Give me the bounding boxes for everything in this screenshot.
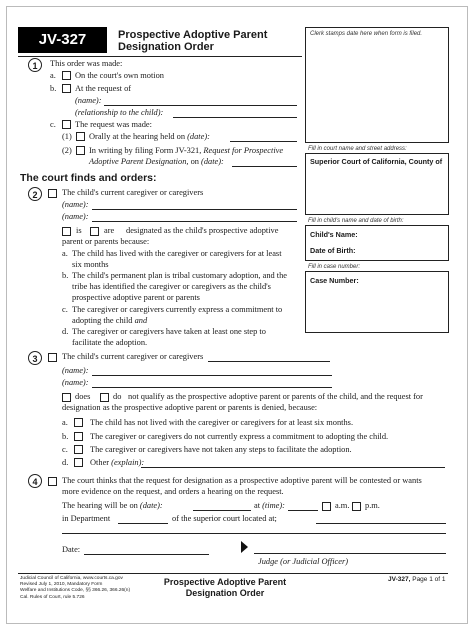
case-hint: Fill in case number: xyxy=(308,264,361,270)
clerk-stamp-box[interactable] xyxy=(305,27,449,143)
s3-c-letter: c. xyxy=(62,445,68,454)
form-title-line2: Designation Order xyxy=(118,41,214,53)
s3-c-checkbox[interactable] xyxy=(74,445,83,454)
signature-arrow-icon xyxy=(241,541,248,553)
s1-a-checkbox[interactable] xyxy=(62,71,71,80)
s2-c-line2 xyxy=(72,316,147,326)
s4-at-row xyxy=(254,501,285,511)
s2-b-letter: b. xyxy=(62,271,69,280)
s2-a-line2: six months xyxy=(72,260,109,269)
child-name-label: Child's Name: xyxy=(310,230,358,239)
findings-heading: The court finds and orders: xyxy=(20,172,157,184)
s3-checkbox[interactable] xyxy=(48,353,57,362)
s2-d-line2: facilitate the adoption. xyxy=(72,338,148,347)
s1-b-checkbox[interactable] xyxy=(62,84,71,93)
s1-c1-text-plain: Orally at the hearing held on xyxy=(89,132,186,141)
s3-not-line1: not qualify as the prospective adoptive parent or parents of the child, and the request for xyxy=(128,392,423,401)
s3-name2-label: (name): xyxy=(62,378,89,387)
s1-c-checkbox[interactable] xyxy=(62,120,71,129)
s1-c2-line1-plain: In writing by filing Form JV-321, xyxy=(89,146,202,155)
s4-hearing-row xyxy=(62,501,163,511)
footer-center-line1: Prospective Adoptive Parent xyxy=(163,577,287,587)
s1-intro: This order was made: xyxy=(50,59,123,68)
s4-at-time: (time): xyxy=(262,501,285,510)
s3-not-line2: designation as the prospective adoptive parent or parents is denied, because: xyxy=(62,403,318,412)
court-name-box[interactable] xyxy=(305,153,449,215)
s3-d-checkbox[interactable] xyxy=(74,458,83,467)
s4-pm-label: p.m. xyxy=(365,501,380,510)
form-title-line1: Prospective Adoptive Parent xyxy=(118,29,268,41)
s3-does-checkbox[interactable] xyxy=(62,393,71,402)
form-id: JV-327 xyxy=(38,31,87,48)
s3-b-checkbox[interactable] xyxy=(74,432,83,441)
s2-checkbox[interactable] xyxy=(48,189,57,198)
item-3-number: 3 xyxy=(28,351,42,365)
footer-center-line2: Designation Order xyxy=(185,588,265,598)
s1-c2-line2-date: (date): xyxy=(201,157,224,166)
s4-hearing-date: (date): xyxy=(139,501,163,510)
s3-name1-label: (name): xyxy=(62,366,89,375)
s3-d-text xyxy=(90,458,144,468)
case-number-label: Case Number: xyxy=(310,276,359,285)
s2-name1-label: (name): xyxy=(62,200,89,209)
s1-a-letter: a. xyxy=(50,71,56,80)
header-rule xyxy=(18,56,302,57)
case-number-box[interactable] xyxy=(305,271,449,333)
s2-c-line2-italic: and xyxy=(134,316,148,325)
s1-c1-num: (1) xyxy=(62,132,72,141)
s3-name1-field[interactable] xyxy=(92,375,332,376)
footer-left-line3: Welfare and Institutions Code, §§ 366.26, 366.26(n) xyxy=(20,588,131,594)
s3-does-label: does xyxy=(75,392,91,401)
s1-b-text: At the request of xyxy=(75,84,132,93)
footer-form-id: JV-327, xyxy=(388,576,411,583)
s2-name2-field[interactable] xyxy=(92,221,297,222)
s4-pm-checkbox[interactable] xyxy=(352,502,361,511)
s2-is-checkbox[interactable] xyxy=(62,227,71,236)
s4-location-field-2[interactable] xyxy=(62,533,446,534)
date-label: Date: xyxy=(62,545,81,554)
item-2-number: 2 xyxy=(28,187,42,201)
s1-b-name-field[interactable] xyxy=(104,105,297,106)
s1-c-text: The request was made: xyxy=(75,120,152,129)
s2-a-line1: The child has lived with the caregiver or caregivers for at least xyxy=(72,249,282,258)
s3-d-explain-field[interactable] xyxy=(141,467,445,468)
s2-designated-line1: designated as the child's prospective adoptive xyxy=(126,226,279,235)
s3-intro: The child's current caregiver or caregivers xyxy=(62,352,204,361)
s2-designated-line2: parent or parents because: xyxy=(62,237,150,246)
s4-checkbox[interactable] xyxy=(48,477,57,486)
s3-a-checkbox[interactable] xyxy=(74,418,83,427)
s2-c-line1: The caregiver or caregivers currently express a commitment to xyxy=(72,305,283,314)
s2-c-letter: c. xyxy=(62,305,68,314)
footer-page: Page 1 of 1 xyxy=(412,576,446,583)
s1-c1-text xyxy=(89,132,210,142)
s2-name1-field[interactable] xyxy=(92,209,297,210)
s2-b-line2: tribe has identified the caregiver or caregivers as the child's xyxy=(72,282,271,291)
judge-label: Judge (or Judicial Officer) xyxy=(258,557,349,566)
s4-am-checkbox[interactable] xyxy=(322,502,331,511)
footer-left xyxy=(20,576,130,601)
s3-c-text: The caregiver or caregivers have not taken any steps to facilitate the adoption. xyxy=(90,445,352,454)
s2-c-line2-plain: adopting the child xyxy=(72,316,133,325)
footer-left-line1: Judicial Council of California, www.courts.ca.gov xyxy=(20,576,123,581)
court-name-label: Superior Court of California, County of xyxy=(310,157,443,166)
s1-c2-line2 xyxy=(89,157,224,167)
s2-intro: The child's current caregiver or caregivers xyxy=(62,188,204,197)
s2-a-letter: a. xyxy=(62,249,68,258)
s3-d-letter: d. xyxy=(62,458,69,467)
footer-rule xyxy=(18,573,448,574)
s1-c1-date-field[interactable] xyxy=(230,141,297,142)
footer-left-line4: Cal. Rules of Court, rule 5.726 xyxy=(20,594,85,600)
s1-c2-line2-italic: Adoptive Parent Designation, xyxy=(89,157,189,166)
s1-c2-date-field[interactable] xyxy=(232,166,297,167)
s4-date-field[interactable] xyxy=(193,510,251,511)
s4-line2: more evidence on the request, and orders a hearing on the request. xyxy=(62,487,284,496)
s2-b-line1: The child's permanent plan is tribal customary adoption, and the xyxy=(72,271,288,280)
s2-are-label: are xyxy=(104,226,115,235)
judge-signature-field[interactable] xyxy=(254,553,446,554)
court-hint: Fill in court name and street address: xyxy=(308,146,407,152)
s4-court-loc-label: of the superior court located at; xyxy=(172,514,277,523)
s4-dept-label: in Department xyxy=(62,514,111,523)
s3-d-text-plain: Other xyxy=(90,458,110,467)
s4-at-plain: at xyxy=(254,501,261,510)
s2-name2-label: (name): xyxy=(62,212,89,221)
s3-a-letter: a. xyxy=(62,418,68,427)
dob-label: Date of Birth: xyxy=(310,246,356,255)
s3-b-text: The caregiver or caregivers do not currently express a commitment to adopting the child. xyxy=(90,432,389,441)
s4-dept-field[interactable] xyxy=(118,523,168,524)
s3-d-text-italic: (explain): xyxy=(111,458,145,467)
child-hint: Fill in child's name and date of birth: xyxy=(308,218,404,224)
s1-c1-text-italic: (date): xyxy=(187,132,210,141)
s1-b-name-label: (name): xyxy=(75,96,102,105)
s2-b-line3: prospective adoptive parent or parents xyxy=(72,293,200,302)
s4-line1: The court thinks that the request for designation as a prospective adoptive parent will be contested or wants xyxy=(62,476,422,485)
item-1-number: 1 xyxy=(28,58,42,72)
s3-do-label: do xyxy=(113,392,122,401)
footer-left-line2: Revised July 1, 2010, Mandatory Form xyxy=(20,582,103,588)
s2-is-label: is xyxy=(76,226,82,235)
s3-b-letter: b. xyxy=(62,432,69,441)
form-id-box xyxy=(18,27,107,53)
s1-b-relationship-field[interactable] xyxy=(173,117,297,118)
s1-a-text: On the court's own motion xyxy=(75,71,164,80)
s1-c2-line1 xyxy=(89,146,283,156)
footer-right xyxy=(388,576,445,583)
s3-do-checkbox[interactable] xyxy=(100,393,109,402)
s3-intro-line xyxy=(208,361,330,362)
s1-c2-num: (2) xyxy=(62,146,72,155)
s3-a-text: The child has not lived with the caregiver or caregivers for at least six months. xyxy=(90,418,354,427)
signature-date-field[interactable] xyxy=(84,554,209,555)
s1-c-letter: c. xyxy=(50,120,56,129)
s4-time-field[interactable] xyxy=(288,510,318,511)
s2-d-line1: The caregiver or caregivers have taken at least one step to xyxy=(72,327,266,336)
s3-name2-field[interactable] xyxy=(92,387,332,388)
item-4-number: 4 xyxy=(28,474,42,488)
s1-c2-line1-italic: Request for Prospective xyxy=(203,146,284,155)
s4-am-label: a.m. xyxy=(335,501,350,510)
s4-location-field[interactable] xyxy=(316,523,446,524)
s1-c2-line2-plain: on xyxy=(190,157,199,166)
child-info-box[interactable] xyxy=(305,225,449,261)
s1-b-letter: b. xyxy=(50,84,57,93)
s2-d-letter: d. xyxy=(62,327,69,336)
s1-c2-checkbox[interactable] xyxy=(76,146,85,155)
s2-are-checkbox[interactable] xyxy=(90,227,99,236)
s4-hearing-plain: The hearing will be on xyxy=(62,501,138,510)
s1-c1-checkbox[interactable] xyxy=(76,132,85,141)
s1-b-relationship-label: (relationship to the child): xyxy=(75,108,164,117)
clerk-stamp-note: Clerk stamps date here when form is filed. xyxy=(310,31,423,37)
